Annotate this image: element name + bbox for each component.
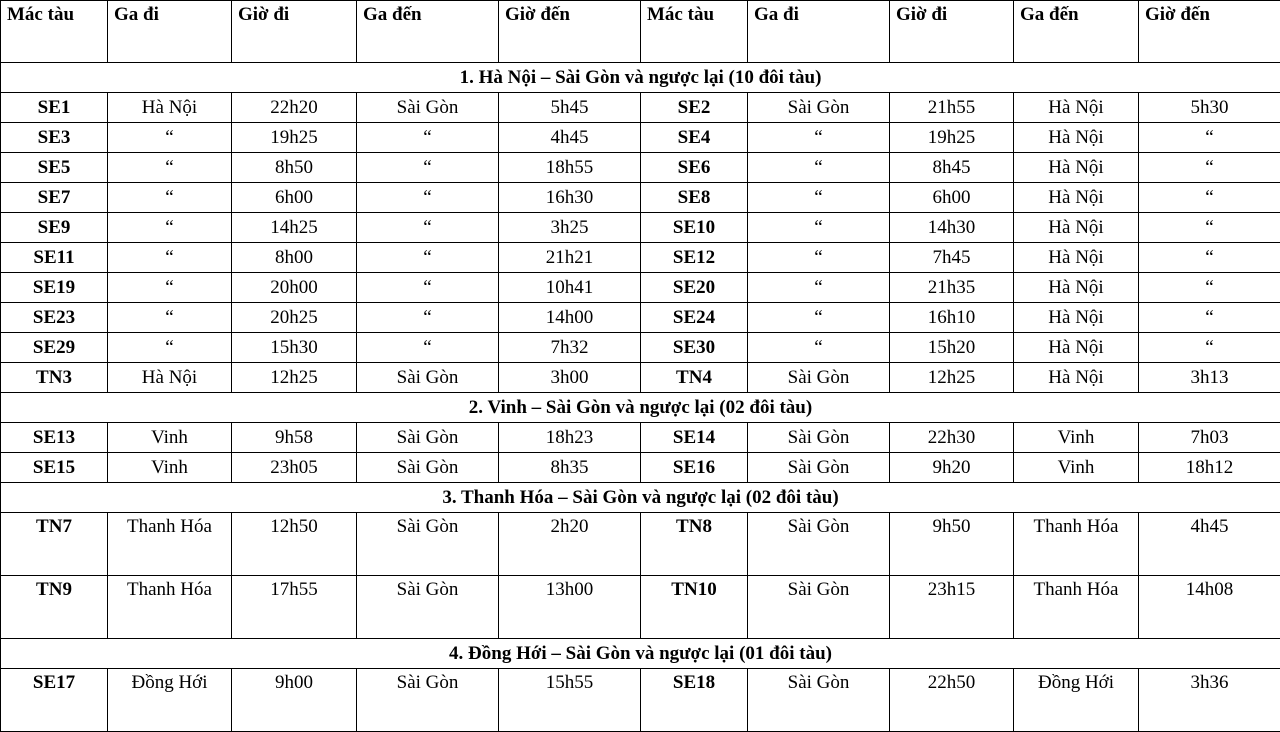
return-departure-time-cell: 12h25 [890, 363, 1014, 393]
arrival-station-cell: “ [357, 273, 499, 303]
return-arrival-time-cell: 4h45 [1139, 513, 1280, 576]
train-code-cell: SE7 [1, 183, 108, 213]
departure-time-cell: 9h58 [232, 423, 357, 453]
return-departure-time-cell: 14h30 [890, 213, 1014, 243]
return-arrival-time-cell: “ [1139, 273, 1280, 303]
arrival-station-cell: Sài Gòn [357, 576, 499, 639]
section-title-row [1, 639, 1280, 669]
section-title: 4. Đồng Hới – Sài Gòn và ngược lại (01 đôi tàu) [1, 639, 1280, 669]
return-departure-time-cell: 23h15 [890, 576, 1014, 639]
section-title-row [1, 393, 1280, 423]
departure-station-cell: “ [108, 153, 232, 183]
departure-station-cell: “ [108, 333, 232, 363]
arrival-station-cell: “ [357, 303, 499, 333]
departure-station-cell: “ [108, 303, 232, 333]
table-row [1, 513, 1280, 576]
arrival-time-cell: 21h21 [499, 243, 641, 273]
return-departure-station-cell: Sài Gòn [748, 576, 890, 639]
arrival-station-cell: Sài Gòn [357, 423, 499, 453]
departure-time-cell: 14h25 [232, 213, 357, 243]
return-train-code-cell: SE6 [641, 153, 748, 183]
section-title: 3. Thanh Hóa – Sài Gòn và ngược lại (02 đôi tàu) [1, 483, 1280, 513]
return-arrival-time-cell: 3h13 [1139, 363, 1280, 393]
return-arrival-time-cell: “ [1139, 303, 1280, 333]
arrival-station-cell: “ [357, 213, 499, 243]
departure-station-cell: Vinh [108, 453, 232, 483]
train-code-cell: SE23 [1, 303, 108, 333]
departure-station-cell: Thanh Hóa [108, 513, 232, 576]
return-train-code-cell: SE16 [641, 453, 748, 483]
departure-time-cell: 8h50 [232, 153, 357, 183]
departure-station-cell: Đồng Hới [108, 669, 232, 732]
train-code-cell: SE5 [1, 153, 108, 183]
return-departure-station-cell: Sài Gòn [748, 93, 890, 123]
departure-station-cell: Thanh Hóa [108, 576, 232, 639]
arrival-station-cell: “ [357, 183, 499, 213]
return-arrival-time-cell: “ [1139, 183, 1280, 213]
table-row [1, 669, 1280, 732]
return-departure-time-cell: 6h00 [890, 183, 1014, 213]
return-arrival-station-cell: Vinh [1014, 423, 1139, 453]
arrival-time-cell: 7h32 [499, 333, 641, 363]
arrival-time-cell: 10h41 [499, 273, 641, 303]
return-departure-station-cell: Sài Gòn [748, 363, 890, 393]
train-code-cell: SE15 [1, 453, 108, 483]
return-departure-time-cell: 21h55 [890, 93, 1014, 123]
return-train-code-cell: SE12 [641, 243, 748, 273]
return-departure-station-cell: “ [748, 243, 890, 273]
return-arrival-station-cell: Hà Nội [1014, 333, 1139, 363]
section-title: 2. Vinh – Sài Gòn và ngược lại (02 đôi tàu) [1, 393, 1280, 423]
return-arrival-station-cell: Thanh Hóa [1014, 576, 1139, 639]
return-departure-station-cell: “ [748, 123, 890, 153]
return-arrival-time-cell: 3h36 [1139, 669, 1280, 732]
departure-time-cell: 9h00 [232, 669, 357, 732]
return-departure-time-cell: 9h20 [890, 453, 1014, 483]
section-title-row [1, 483, 1280, 513]
header-departure-station: Ga đi [108, 1, 232, 63]
table-row [1, 423, 1280, 453]
return-train-code-cell: SE20 [641, 273, 748, 303]
return-departure-time-cell: 9h50 [890, 513, 1014, 576]
return-departure-station-cell: “ [748, 333, 890, 363]
return-arrival-time-cell: “ [1139, 243, 1280, 273]
return-train-code-cell: TN4 [641, 363, 748, 393]
return-departure-time-cell: 21h35 [890, 273, 1014, 303]
return-arrival-time-cell: “ [1139, 123, 1280, 153]
return-departure-station-cell: Sài Gòn [748, 453, 890, 483]
header-train-code: Mác tàu [1, 1, 108, 63]
arrival-time-cell: 3h25 [499, 213, 641, 243]
departure-time-cell: 15h30 [232, 333, 357, 363]
header-departure-time-return: Giờ đi [890, 1, 1014, 63]
return-arrival-station-cell: Hà Nội [1014, 153, 1139, 183]
departure-time-cell: 19h25 [232, 123, 357, 153]
arrival-time-cell: 4h45 [499, 123, 641, 153]
table-row [1, 576, 1280, 639]
arrival-time-cell: 16h30 [499, 183, 641, 213]
departure-station-cell: “ [108, 123, 232, 153]
train-code-cell: TN3 [1, 363, 108, 393]
return-departure-station-cell: Sài Gòn [748, 669, 890, 732]
return-train-code-cell: TN8 [641, 513, 748, 576]
return-arrival-station-cell: Hà Nội [1014, 213, 1139, 243]
return-arrival-station-cell: Vinh [1014, 453, 1139, 483]
return-train-code-cell: SE24 [641, 303, 748, 333]
table-row [1, 213, 1280, 243]
train-code-cell: SE11 [1, 243, 108, 273]
train-code-cell: TN9 [1, 576, 108, 639]
departure-time-cell: 22h20 [232, 93, 357, 123]
departure-time-cell: 20h25 [232, 303, 357, 333]
table-row [1, 363, 1280, 393]
table-row [1, 453, 1280, 483]
table-row [1, 243, 1280, 273]
arrival-time-cell: 2h20 [499, 513, 641, 576]
departure-time-cell: 20h00 [232, 273, 357, 303]
arrival-time-cell: 13h00 [499, 576, 641, 639]
return-departure-time-cell: 7h45 [890, 243, 1014, 273]
arrival-time-cell: 18h55 [499, 153, 641, 183]
return-arrival-station-cell: Hà Nội [1014, 123, 1139, 153]
departure-time-cell: 6h00 [232, 183, 357, 213]
train-code-cell: SE3 [1, 123, 108, 153]
departure-station-cell: Hà Nội [108, 363, 232, 393]
return-departure-station-cell: “ [748, 303, 890, 333]
arrival-station-cell: Sài Gòn [357, 453, 499, 483]
departure-time-cell: 23h05 [232, 453, 357, 483]
return-departure-station-cell: “ [748, 273, 890, 303]
arrival-station-cell: “ [357, 333, 499, 363]
return-arrival-station-cell: Hà Nội [1014, 243, 1139, 273]
departure-time-cell: 12h25 [232, 363, 357, 393]
departure-time-cell: 12h50 [232, 513, 357, 576]
table-row [1, 273, 1280, 303]
train-code-cell: TN7 [1, 513, 108, 576]
arrival-station-cell: “ [357, 123, 499, 153]
return-departure-time-cell: 19h25 [890, 123, 1014, 153]
return-arrival-time-cell: “ [1139, 153, 1280, 183]
departure-time-cell: 17h55 [232, 576, 357, 639]
train-code-cell: SE17 [1, 669, 108, 732]
departure-station-cell: Vinh [108, 423, 232, 453]
return-arrival-time-cell: 14h08 [1139, 576, 1280, 639]
header-departure-time: Giờ đi [232, 1, 357, 63]
return-train-code-cell: SE30 [641, 333, 748, 363]
table-row [1, 153, 1280, 183]
train-code-cell: SE9 [1, 213, 108, 243]
arrival-time-cell: 8h35 [499, 453, 641, 483]
return-train-code-cell: SE4 [641, 123, 748, 153]
return-train-code-cell: SE14 [641, 423, 748, 453]
arrival-time-cell: 14h00 [499, 303, 641, 333]
return-arrival-station-cell: Đồng Hới [1014, 669, 1139, 732]
return-arrival-time-cell: “ [1139, 333, 1280, 363]
departure-station-cell: “ [108, 273, 232, 303]
header-row [1, 1, 1280, 63]
return-departure-station-cell: “ [748, 213, 890, 243]
return-departure-station-cell: Sài Gòn [748, 423, 890, 453]
table-row [1, 303, 1280, 333]
return-arrival-time-cell: 18h12 [1139, 453, 1280, 483]
train-code-cell: SE1 [1, 93, 108, 123]
return-arrival-station-cell: Hà Nội [1014, 363, 1139, 393]
arrival-time-cell: 5h45 [499, 93, 641, 123]
table-row [1, 333, 1280, 363]
arrival-time-cell: 18h23 [499, 423, 641, 453]
section-title-row [1, 63, 1280, 93]
return-train-code-cell: SE18 [641, 669, 748, 732]
header-arrival-station-return: Ga đến [1014, 1, 1139, 63]
train-code-cell: SE29 [1, 333, 108, 363]
return-arrival-station-cell: Hà Nội [1014, 273, 1139, 303]
departure-station-cell: “ [108, 183, 232, 213]
section-title: 1. Hà Nội – Sài Gòn và ngược lại (10 đôi tàu) [1, 63, 1280, 93]
train-code-cell: SE19 [1, 273, 108, 303]
arrival-station-cell: “ [357, 153, 499, 183]
return-departure-station-cell: “ [748, 153, 890, 183]
departure-time-cell: 8h00 [232, 243, 357, 273]
arrival-station-cell: “ [357, 243, 499, 273]
train-code-cell: SE13 [1, 423, 108, 453]
departure-station-cell: Hà Nội [108, 93, 232, 123]
return-departure-time-cell: 16h10 [890, 303, 1014, 333]
return-train-code-cell: SE2 [641, 93, 748, 123]
return-arrival-time-cell: “ [1139, 213, 1280, 243]
header-train-code-return: Mác tàu [641, 1, 748, 63]
arrival-time-cell: 3h00 [499, 363, 641, 393]
return-departure-time-cell: 22h50 [890, 669, 1014, 732]
arrival-station-cell: Sài Gòn [357, 669, 499, 732]
return-arrival-time-cell: 7h03 [1139, 423, 1280, 453]
return-train-code-cell: TN10 [641, 576, 748, 639]
header-arrival-station: Ga đến [357, 1, 499, 63]
return-arrival-station-cell: Thanh Hóa [1014, 513, 1139, 576]
return-arrival-time-cell: 5h30 [1139, 93, 1280, 123]
header-arrival-time: Giờ đến [499, 1, 641, 63]
return-departure-time-cell: 15h20 [890, 333, 1014, 363]
departure-station-cell: “ [108, 243, 232, 273]
return-arrival-station-cell: Hà Nội [1014, 183, 1139, 213]
arrival-station-cell: Sài Gòn [357, 513, 499, 576]
schedule-body [1, 1, 1280, 732]
return-train-code-cell: SE8 [641, 183, 748, 213]
table-row [1, 93, 1280, 123]
arrival-time-cell: 15h55 [499, 669, 641, 732]
return-arrival-station-cell: Hà Nội [1014, 93, 1139, 123]
departure-station-cell: “ [108, 213, 232, 243]
table-row [1, 183, 1280, 213]
header-departure-station-return: Ga đi [748, 1, 890, 63]
table-row [1, 123, 1280, 153]
return-departure-station-cell: “ [748, 183, 890, 213]
return-departure-time-cell: 8h45 [890, 153, 1014, 183]
return-departure-station-cell: Sài Gòn [748, 513, 890, 576]
header-arrival-time-return: Giờ đến [1139, 1, 1280, 63]
return-arrival-station-cell: Hà Nội [1014, 303, 1139, 333]
arrival-station-cell: Sài Gòn [357, 93, 499, 123]
return-train-code-cell: SE10 [641, 213, 748, 243]
arrival-station-cell: Sài Gòn [357, 363, 499, 393]
return-departure-time-cell: 22h30 [890, 423, 1014, 453]
